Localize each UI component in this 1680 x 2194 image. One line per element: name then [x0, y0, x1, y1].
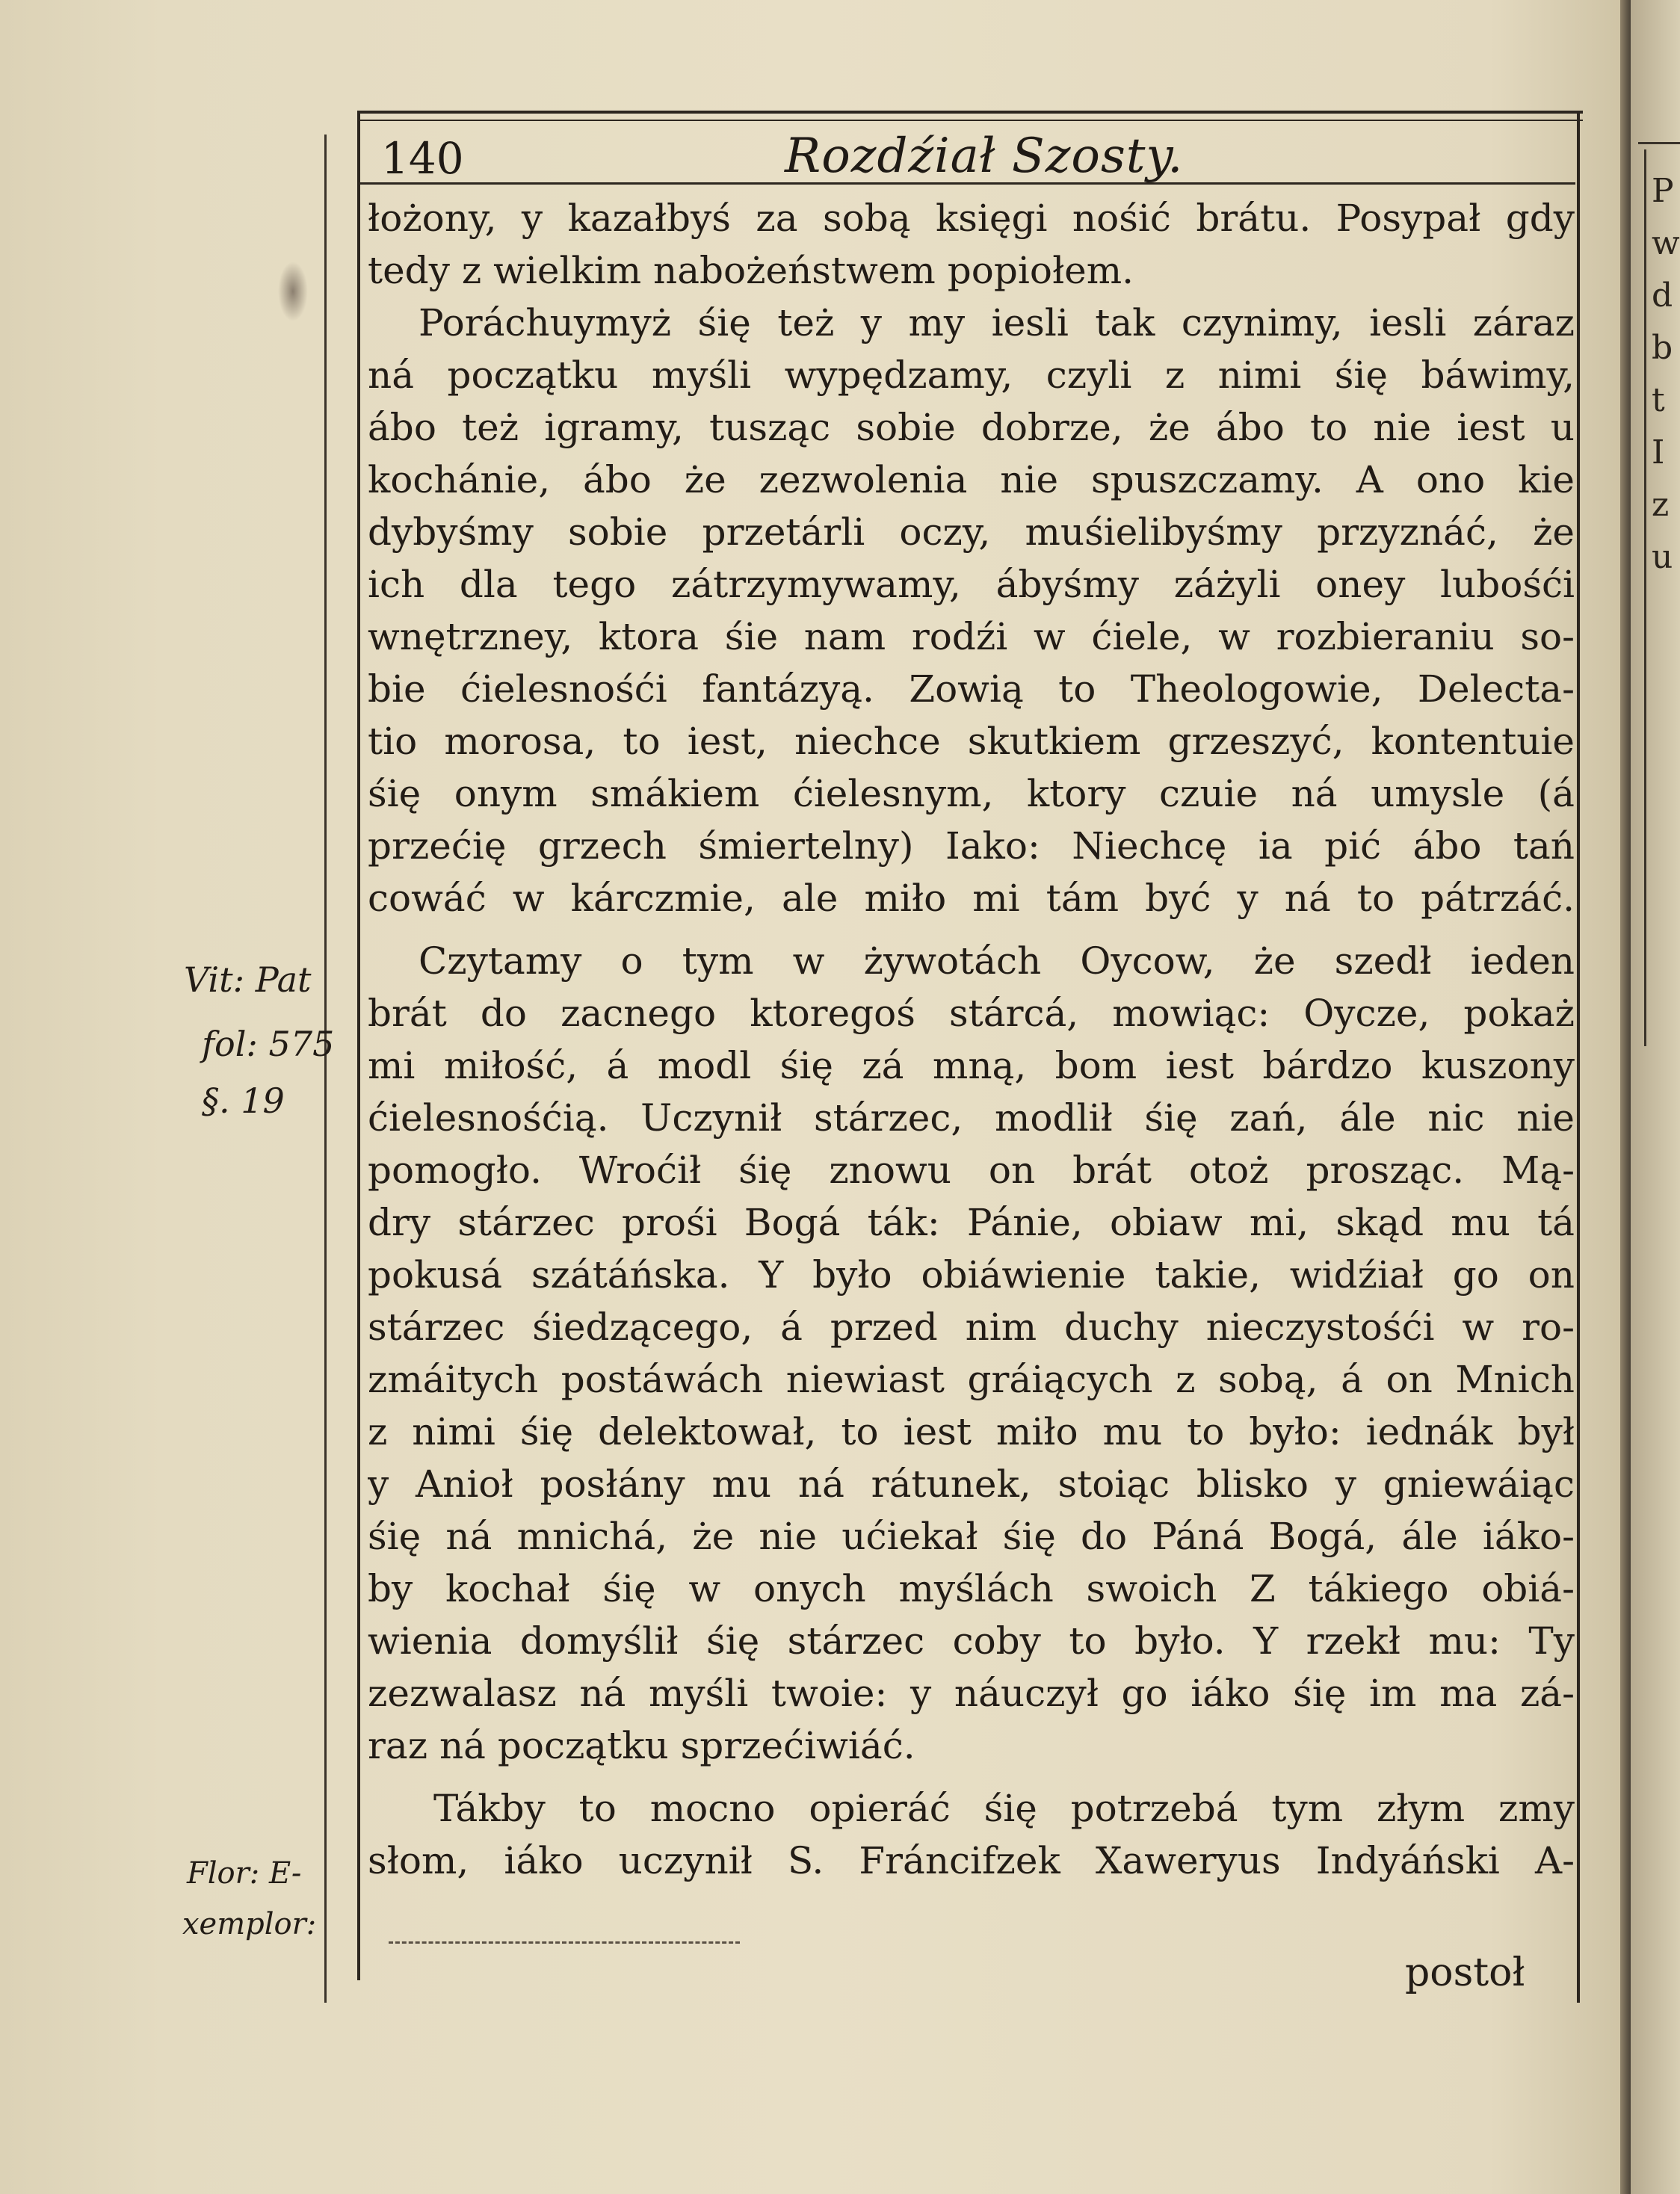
margin-column-rule [324, 135, 327, 2003]
adjacent-page-letter: d [1652, 276, 1673, 315]
text-line: ábo też igramy, tusząc sobie dobrze, że ábo to nie iest u [368, 406, 1575, 449]
text-line: cowáć w kárczmie, ale miło mi tám być y ná to pátrzáć. [368, 877, 1575, 920]
margin-note-line: fol: 575 [202, 1024, 335, 1064]
adjacent-page-rule [1644, 149, 1646, 1046]
text-line: Czytamy o tym w żywotách Oycow, że szedł ieden [419, 939, 1575, 983]
text-line: dybyśmy sobie przetárli oczy, muśielibyśmy przyznáć, że [368, 510, 1575, 554]
running-head: Rozdźiał Szosty. [785, 129, 1184, 184]
text-line: łożony, y kazałbyś za sobą księgi nośić brátu. Posypał gdy [368, 197, 1575, 240]
margin-note-line: xemplor: [182, 1907, 317, 1941]
text-line: by kochał śię w onych myślách swoich Z tákiego obiá- [368, 1567, 1575, 1610]
text-line: ich dla tego zátrzymywamy, ábyśmy záżyli oney lubośći [368, 563, 1575, 606]
adjacent-page-letter: w [1652, 224, 1680, 262]
text-line: ná początku myśli wypędzamy, czyli z nimi śię báwimy, [368, 353, 1575, 397]
margin-note-line: Vit: Pat [184, 960, 312, 1000]
adjacent-page-letter: z [1652, 486, 1670, 524]
text-line: wnętrzney, ktora śie nam rodźi w ćiele, w rozbieraniu so- [368, 615, 1575, 658]
text-line: zmáitych postáwách niewiast gráiących z sobą, á on Mnich [368, 1358, 1575, 1401]
text-line: brát do zacnego ktoregoś stárcá, mowiąc: Oycze, pokaż [368, 992, 1575, 1035]
text-line: zezwalasz ná myśli twoie: y náuczył go iáko śię im ma zá- [368, 1672, 1575, 1715]
text-line: pomogło. Wroćił śię znowu on brát otoż prosząc. Mą- [368, 1149, 1575, 1192]
adjacent-page-letter: b [1652, 329, 1673, 367]
text-line: wienia domyślił śię stárzec coby to było. Y rzekł mu: Ty [368, 1619, 1575, 1663]
adjacent-page-letter: t [1652, 381, 1665, 419]
text-line: słom, iáko uczynił S. Fráncifzek Xaweryus Indyáński A- [368, 1839, 1575, 1882]
adjacent-page-letter: u [1652, 538, 1673, 576]
page-number: 140 [381, 133, 464, 184]
text-line: mi miłość, á modl śię zá mną, bom iest bárdzo kuszony [368, 1044, 1575, 1087]
text-frame-left-rule [357, 112, 360, 1980]
ink-stain [278, 262, 308, 321]
text-line: stárzec śiedzącego, á przed nim duchy nieczystośći w ro- [368, 1305, 1575, 1349]
text-line: z nimi śię delektował, to iest miło mu to było: iednák był [368, 1410, 1575, 1453]
text-line: bie ćielesnośći fantázyą. Zowią to Theologowie, Delecta- [368, 667, 1575, 711]
margin-note-line: §. 19 [202, 1081, 285, 1121]
text-line: raz ná początku sprzećiwiáć. [368, 1724, 915, 1767]
text-line: śię ná mnichá, że nie ućiekał śię do Páná Bogá, ále iáko- [368, 1515, 1575, 1558]
text-line: tio morosa, to iest, niechce skutkiem grzeszyć, kontentuie [368, 720, 1575, 763]
adjacent-page-letter: P [1652, 172, 1674, 210]
text-line: Poráchuymyż śię też y my iesli tak czynimy, iesli záraz [419, 301, 1575, 344]
text-frame-top-rule [357, 111, 1583, 114]
book-gutter [1620, 0, 1631, 2194]
text-line: ćielesnośćią. Uczynił stárzec, modlił śię zań, ále nic nie [368, 1096, 1575, 1140]
text-line: Tákby to mocno opieráć śię potrzebá tym złym zmy [433, 1787, 1575, 1830]
adjacent-page-letter: I [1652, 433, 1665, 472]
text-frame-top-rule-inner [357, 120, 1583, 121]
text-line: kochánie, ábo że zezwolenia nie spuszczamy. A ono kie [368, 458, 1575, 501]
text-line: y Anioł posłány mu ná rátunek, stoiąc blisko y gniewáiąc [368, 1462, 1575, 1506]
margin-note-line: Flor: E- [187, 1856, 302, 1891]
text-line: przećię grzech śmiertelny) Iako: Niechcę ia pić ábo tań [368, 824, 1575, 868]
text-frame-right-rule [1577, 112, 1580, 2003]
footer-dash-rule [389, 1941, 740, 1944]
text-line: pokusá szátáńska. Y było obiáwienie takie, widźiał go on [368, 1253, 1575, 1297]
text-line: śię onym smákiem ćielesnym, ktory czuie ná umysle (á [368, 772, 1575, 815]
text-line: tedy z wielkim nabożeństwem popiołem. [368, 249, 1134, 292]
adjacent-page-edge [1631, 0, 1680, 2194]
catchword: postoł [1405, 1950, 1525, 1995]
adjacent-page-rule [1638, 142, 1680, 144]
text-line: dry stárzec prośi Bogá ták: Pánie, obiaw mi, skąd mu tá [368, 1201, 1575, 1244]
